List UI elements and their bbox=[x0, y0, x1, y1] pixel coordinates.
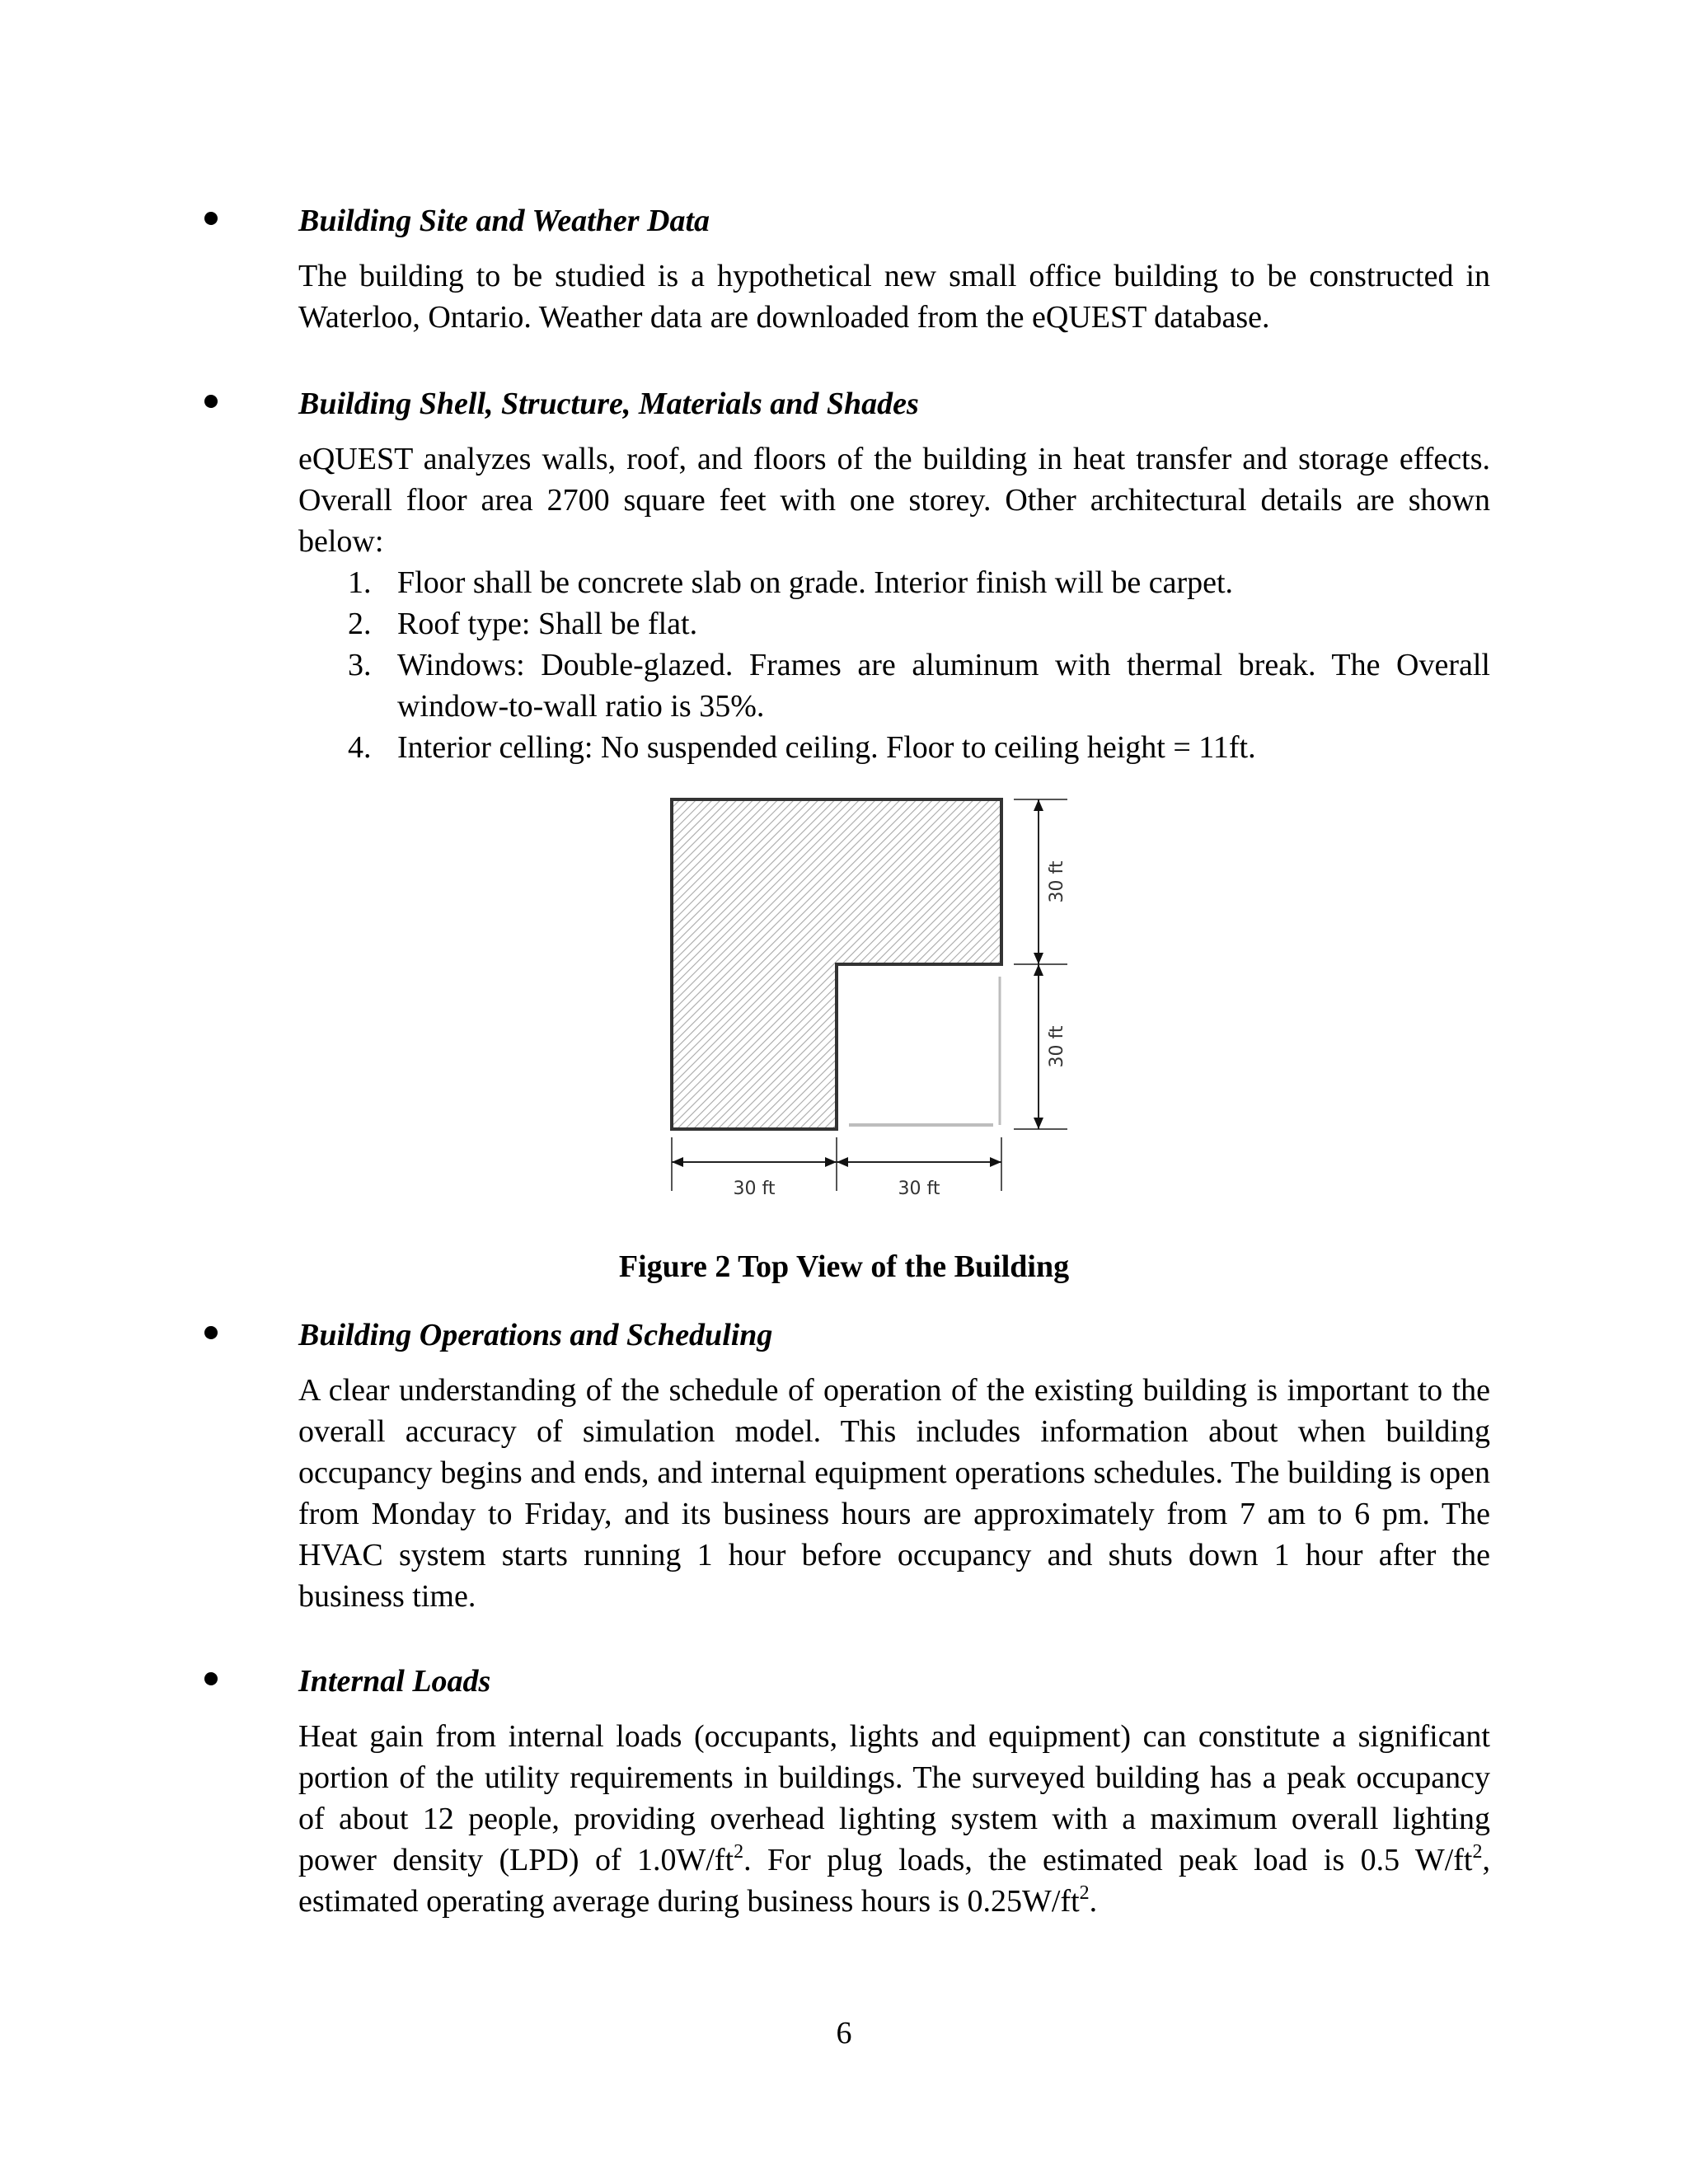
dimension-arrow bbox=[1034, 964, 1043, 976]
list-text: Roof type: Shall be flat. bbox=[397, 607, 698, 641]
page-number: 6 bbox=[836, 2016, 852, 2050]
section-paragraph: eQUEST analyzes walls, roof, and floors of the building in heat transfer and storage effects. Overall floor area 2700 square feet with one storey. Other architectural details are shown below: bbox=[298, 442, 1490, 559]
list-text: Floor shall be concrete slab on grade. Interior finish will be carpet. bbox=[397, 565, 1234, 600]
figure-caption: Figure 2 Top View of the Building bbox=[618, 1249, 1070, 1284]
dimension-label-right-top: 30 ft bbox=[1047, 860, 1067, 903]
list-number: 2. bbox=[348, 607, 372, 641]
dimension-arrow bbox=[1034, 1118, 1043, 1129]
section-heading: Internal Loads bbox=[298, 1664, 491, 1699]
dimension-arrow bbox=[825, 1157, 837, 1167]
dimension-label-bottom-right: 30 ft bbox=[898, 1179, 940, 1199]
list-text: Windows: Double-glazed. Frames are aluminum with thermal break. The Overall window-to-wall ratio is 35%. bbox=[397, 648, 1490, 724]
section-site-weather bbox=[247, 200, 1490, 338]
paragraph-text: , estimated operating average during business hours is 0.25W/ft bbox=[298, 1843, 1490, 1919]
bullet bbox=[204, 1672, 218, 1685]
paragraph-text: Heat gain from internal loads (occupants, lights and equipment) can constitute a significant portion of the utility requirements in buildings. The surveyed building has a peak occupancy of about 12 people, providing overhead lighting system with a maximum overall lighting power density (LPD) of 1.0W/ft bbox=[298, 1719, 1490, 1877]
paragraph-text: . For plug loads, the estimated peak load is 0.5 W/ft bbox=[743, 1843, 1473, 1877]
superscript: 2 bbox=[1079, 1882, 1090, 1904]
list-item bbox=[298, 727, 1490, 768]
section-paragraph: A clear understanding of the schedule of operation of the existing building is important to the overall accuracy of simulation model. This includes information about when building occupancy begins and ends, and internal equipment operations schedules. The building is open from Monday to Friday, and its business hours are approximately from 7 am to 6 pm. The HVAC system starts running 1 hour before occupancy and shuts down 1 hour after the business time. bbox=[298, 1373, 1490, 1614]
section-operations-scheduling bbox=[247, 1315, 1490, 1617]
list-number: 1. bbox=[348, 565, 372, 600]
list-item bbox=[298, 603, 1490, 644]
paragraph-text: . bbox=[1089, 1884, 1098, 1919]
dimension-arrow bbox=[1034, 953, 1043, 964]
section-building-shell bbox=[247, 383, 1490, 768]
list-number: 4. bbox=[348, 730, 372, 765]
section-heading: Building Site and Weather Data bbox=[298, 204, 710, 238]
list-item bbox=[298, 562, 1490, 603]
section-paragraph bbox=[298, 1716, 1490, 1922]
list-text: Interior celling: No suspended ceiling. Floor to ceiling height = 11ft. bbox=[397, 730, 1256, 765]
section-paragraph: The building to be studied is a hypothetical new small office building to be constructed in Waterloo, Ontario. Weather data are downloaded from the eQUEST database. bbox=[298, 259, 1490, 335]
list-item bbox=[298, 644, 1490, 727]
building-top-view-figure bbox=[659, 787, 1088, 1216]
list-number: 3. bbox=[348, 648, 372, 682]
superscript: 2 bbox=[734, 1841, 744, 1863]
superscript: 2 bbox=[1472, 1841, 1483, 1863]
section-heading: Building Shell, Structure, Materials and Shades bbox=[298, 387, 919, 421]
dimension-label-bottom-left: 30 ft bbox=[733, 1179, 776, 1199]
architectural-details-list bbox=[298, 562, 1490, 768]
section-internal-loads bbox=[247, 1661, 1490, 1922]
bullet bbox=[204, 1326, 218, 1339]
dimension-arrow bbox=[1034, 799, 1043, 811]
bullet bbox=[204, 212, 218, 225]
dimension-arrow bbox=[672, 1157, 683, 1167]
dimension-arrow bbox=[837, 1157, 848, 1167]
section-heading: Building Operations and Scheduling bbox=[298, 1318, 773, 1352]
dimension-arrow bbox=[990, 1157, 1001, 1167]
dimension-label-right-bottom: 30 ft bbox=[1047, 1025, 1067, 1068]
bullet bbox=[204, 395, 218, 408]
floor-plan-l-shape bbox=[672, 799, 1001, 1129]
